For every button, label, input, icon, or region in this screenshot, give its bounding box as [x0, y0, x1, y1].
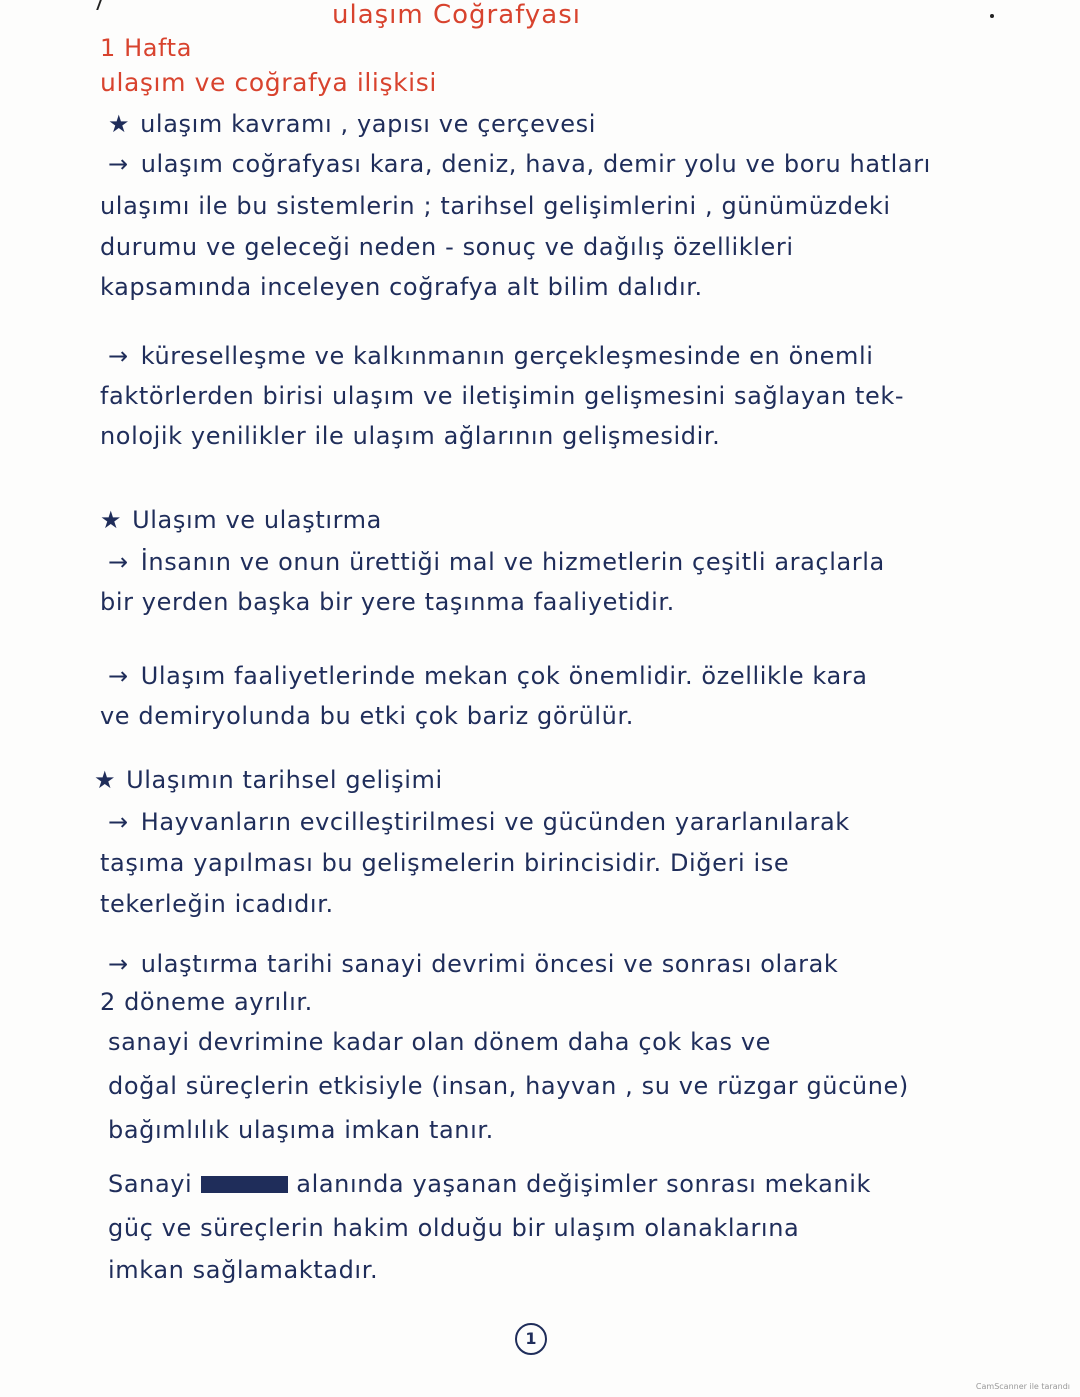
text-line: taşıma yapılması bu gelişmelerin birincisidir. Diğeri ise — [100, 849, 790, 877]
text-line: imkan sağlamaktadır. — [108, 1256, 379, 1284]
arrow-icon: → — [108, 808, 129, 836]
topic-title: ulaşım ve coğrafya ilişkisi — [100, 68, 437, 97]
text-line-content: İnsanın ve onun ürettiği mal ve hizmetlerin çeşitli araçlarla — [140, 548, 885, 576]
scanner-watermark: CamScanner ile tarandı — [975, 1382, 1070, 1391]
arrow-icon: → — [108, 662, 129, 690]
section-heading-text: Ulaşımın tarihsel gelişimi — [126, 766, 443, 794]
page-number: 1 — [515, 1323, 547, 1355]
ink-dot — [990, 14, 994, 18]
text-line: güç ve süreçlerin hakim olduğu bir ulaşım olanaklarına — [108, 1214, 800, 1242]
text-line — [108, 662, 868, 691]
text-line: ve demiryolunda bu etki çok bariz görülür. — [100, 702, 634, 730]
text-line-prefix: Sanayi — [108, 1170, 193, 1198]
text-line: sanayi devrimine kadar olan dönem daha çok kas ve — [108, 1028, 772, 1056]
section-heading — [100, 506, 382, 535]
section-heading-text: Ulaşım ve ulaştırma — [132, 506, 382, 534]
text-line — [108, 950, 838, 979]
arrow-icon: → — [108, 548, 129, 576]
star-icon: ★ — [108, 110, 131, 138]
text-line: bağımlılık ulaşıma imkan tanır. — [108, 1116, 494, 1144]
arrow-icon: → — [108, 150, 129, 178]
text-line: tekerleğin icadıdır. — [100, 890, 334, 918]
text-line: 2 döneme ayrılır. — [100, 988, 313, 1016]
text-line-content: ulaşım coğrafyası kara, deniz, hava, demir yolu ve boru hatları — [140, 150, 931, 178]
text-line-content: Hayvanların evcilleştirilmesi ve gücünden yararlanılarak — [140, 808, 850, 836]
text-line — [108, 808, 850, 837]
text-line: nolojik yenilikler ile ulaşım ağlarının gelişmesidir. — [100, 422, 721, 450]
section-heading-text: ulaşım kavramı , yapısı ve çerçevesi — [140, 110, 596, 138]
text-line — [108, 1170, 871, 1199]
text-line-content: Ulaşım faaliyetlerinde mekan çok önemlidir. özellikle kara — [140, 662, 868, 690]
page-title: ulaşım Coğrafyası — [332, 0, 581, 30]
crossed-out-word — [201, 1170, 289, 1199]
text-line: durumu ve geleceği neden - sonuç ve dağılış özellikleri — [100, 233, 794, 261]
arrow-icon: → — [108, 342, 129, 370]
text-line: bir yerden başka bir yere taşınma faaliyetidir. — [100, 588, 675, 616]
pen-mark — [96, 0, 108, 10]
week-label: 1 Hafta — [100, 34, 192, 62]
text-line: kapsamında inceleyen coğrafya alt bilim dalıdır. — [100, 273, 703, 301]
star-icon: ★ — [100, 506, 123, 534]
text-line: ulaşımı ile bu sistemlerin ; tarihsel gelişimlerini , günümüzdeki — [100, 192, 891, 220]
text-line: doğal süreçlerin etkisiyle (insan, hayvan , su ve rüzgar gücüne) — [108, 1072, 909, 1100]
text-line-content: alanında yaşanan değişimler sonrası mekanik — [296, 1170, 871, 1198]
section-heading — [108, 110, 596, 139]
text-line-content: küreselleşme ve kalkınmanın gerçekleşmesinde en önemli — [140, 342, 874, 370]
section-heading — [94, 766, 443, 795]
text-line — [108, 150, 931, 179]
text-line: faktörlerden birisi ulaşım ve iletişimin gelişmesini sağlayan tek- — [100, 382, 905, 410]
arrow-icon: → — [108, 950, 129, 978]
text-line — [108, 548, 885, 577]
text-line — [108, 342, 874, 371]
text-line-content: ulaştırma tarihi sanayi devrimi öncesi ve sonrası olarak — [140, 950, 839, 978]
star-icon: ★ — [94, 766, 117, 794]
